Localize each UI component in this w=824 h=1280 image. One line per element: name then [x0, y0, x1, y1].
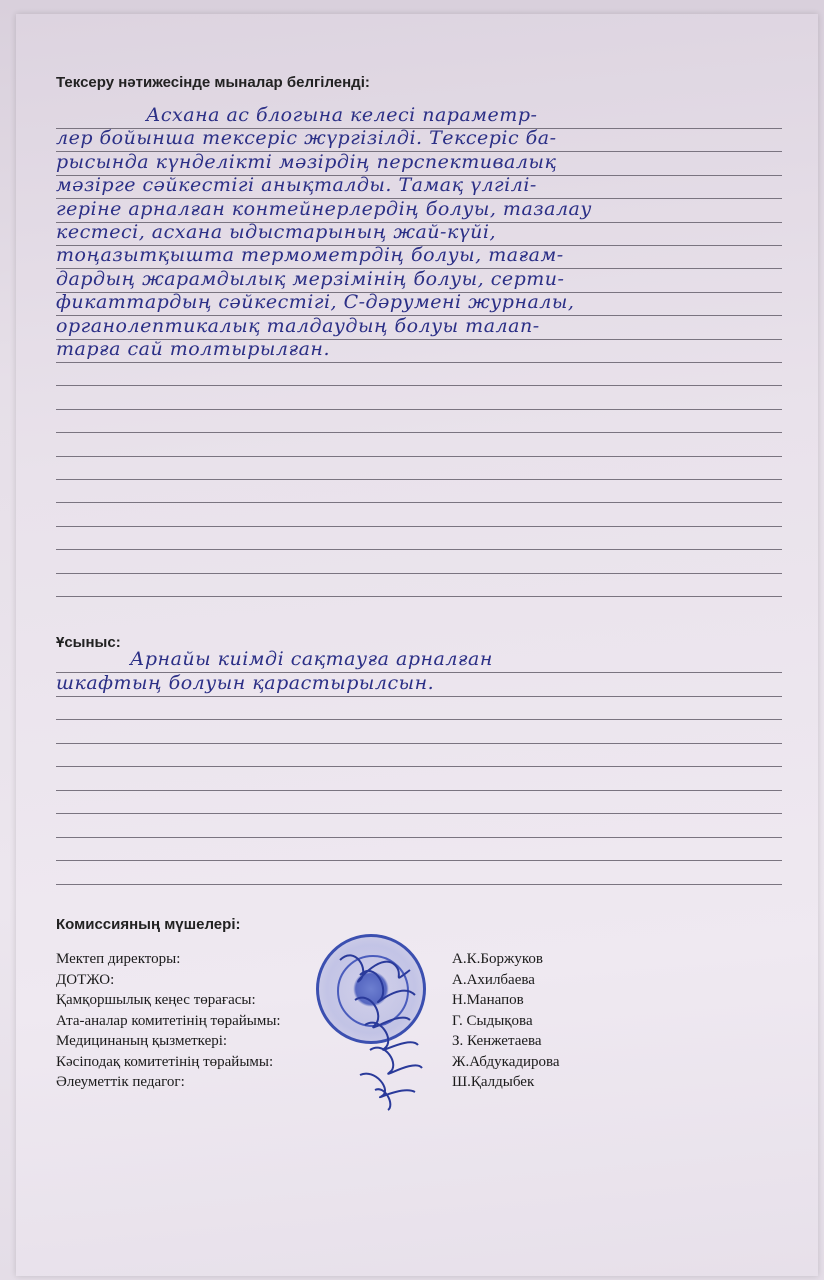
signatures-graphic	[330, 940, 440, 1115]
handwritten-line: органолептикалық талдаудың болуы талап-	[56, 314, 540, 337]
member-name: Ш.Қалдыбек	[452, 1074, 535, 1090]
ruled-line	[56, 549, 782, 550]
handwritten-line: тоңазытқышта термометрдің болуы, тағам-	[56, 244, 564, 267]
handwritten-line: рысында күнделікті мәзірдің перспективалық	[56, 150, 557, 173]
ruled-line	[56, 432, 782, 433]
member-name: З. Кенжетаева	[452, 1033, 542, 1049]
member-name: Ж.Абдукадирова	[452, 1053, 560, 1070]
member-name: Н.Манапов	[452, 992, 524, 1008]
ruled-line	[56, 766, 782, 767]
ruled-line	[56, 790, 782, 791]
member-role: Медицинаның қызметкері:	[56, 1033, 228, 1049]
findings-heading: Тексеру нәтижесінде мыналар белгіленді:	[56, 74, 370, 91]
recommendation-heading: Ұсыныс:	[56, 634, 121, 651]
ruled-line	[56, 385, 782, 386]
ruled-line	[56, 526, 782, 527]
ruled-line	[56, 479, 782, 480]
commission-heading: Комиссияның мүшелері:	[56, 916, 241, 933]
member-role: ДОТЖО:	[56, 971, 115, 988]
handwritten-line: мәзірге сәйкестігі анықталды. Тамақ үлгілі-	[56, 174, 537, 197]
ruled-line	[56, 596, 782, 597]
ruled-line	[56, 362, 782, 363]
member-name: А.Ахилбаева	[452, 971, 535, 988]
ruled-line	[56, 456, 782, 457]
ruled-line	[56, 860, 782, 861]
handwritten-line: лер бойынша тексеріс жүргізілді. Тексеріс ба-	[56, 127, 557, 150]
ruled-line	[56, 502, 782, 503]
handwritten-line: Асхана ас блогына келесі параметр-	[146, 104, 538, 126]
member-role: Әлеуметтік педагог:	[56, 1074, 185, 1090]
member-role: Мектеп директоры:	[56, 951, 181, 967]
handwritten-line: дардың жарамдылық мерзімінің болуы, серти-	[56, 267, 565, 290]
handwritten-line: тарға сай толтырылған.	[56, 338, 330, 360]
handwritten-line: фикаттардың сәйкестігі, С-дәрумені журналы,	[56, 291, 575, 314]
handwritten-line: кестесі, асхана ыдыстарының жай-күйі,	[56, 221, 496, 243]
ruled-line	[56, 743, 782, 744]
handwritten-line: шкафтың болуын қарастырылсын.	[56, 671, 435, 694]
ruled-line	[56, 409, 782, 410]
ruled-line	[56, 573, 782, 574]
handwritten-line: геріне арналған контейнерлердің болуы, тазалау	[56, 197, 592, 220]
ruled-line	[56, 696, 782, 697]
member-role: Кәсіподақ комитетінің төрайымы:	[56, 1053, 274, 1070]
member-name: А.К.Боржуков	[452, 951, 543, 967]
handwritten-line: Арнайы киімді сақтауға арналған	[130, 648, 493, 670]
ruled-line	[56, 837, 782, 838]
member-name: Г. Сыдықова	[452, 1012, 533, 1029]
member-role: Ата-аналар комитетінің төрайымы:	[56, 1012, 281, 1029]
member-role: Қамқоршылық кеңес төрағасы:	[56, 992, 256, 1008]
ruled-line	[56, 813, 782, 814]
ruled-line	[56, 719, 782, 720]
ruled-line	[56, 884, 782, 885]
